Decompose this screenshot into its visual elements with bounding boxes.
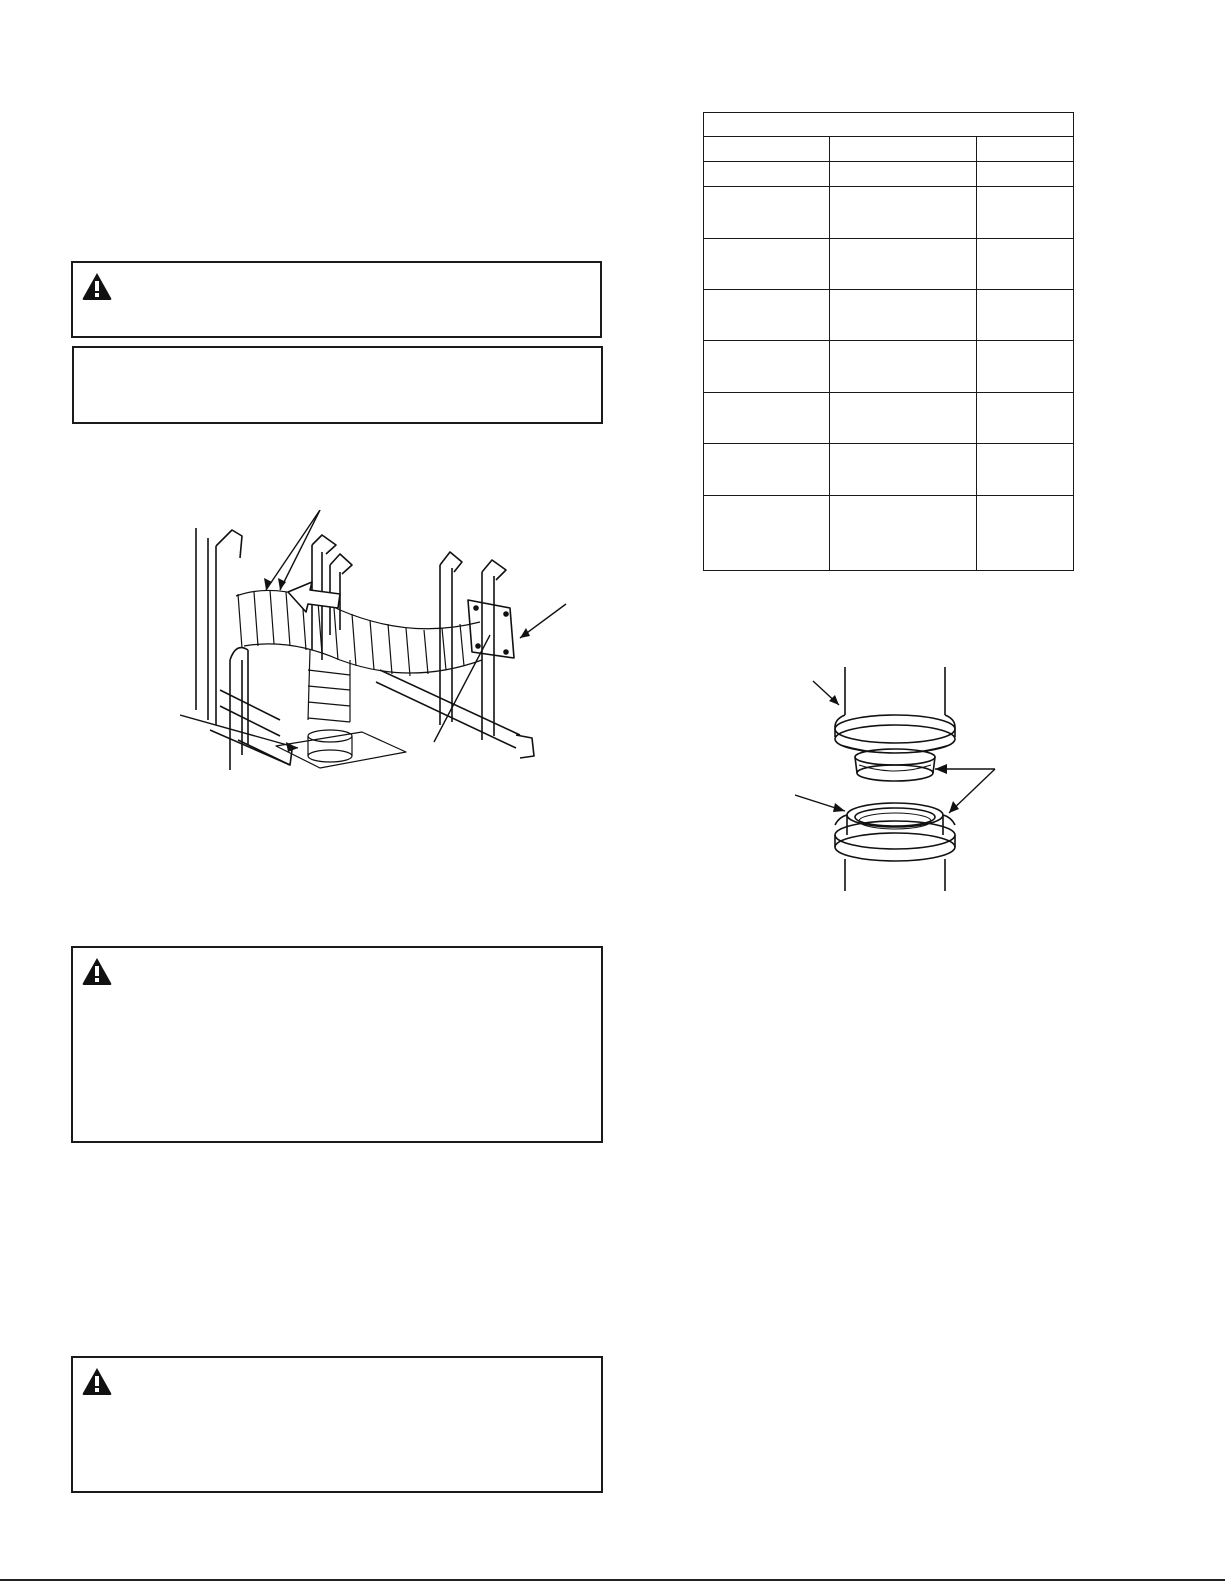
table-row bbox=[704, 496, 1074, 571]
table-cell bbox=[830, 496, 977, 571]
table-cell bbox=[830, 341, 977, 393]
table-title-row bbox=[704, 113, 1074, 137]
airflow-arrow bbox=[288, 582, 340, 612]
table-header-cell bbox=[977, 137, 1074, 162]
table-row bbox=[704, 290, 1074, 341]
table-cell bbox=[977, 393, 1074, 444]
warning-triangle-icon bbox=[81, 956, 113, 986]
upper-pipe bbox=[835, 667, 955, 753]
table-header-cell bbox=[704, 137, 830, 162]
table-cell bbox=[830, 444, 977, 496]
table-title-cell bbox=[704, 113, 1074, 137]
table-cell bbox=[977, 187, 1074, 239]
table-row bbox=[704, 239, 1074, 290]
leader-arrowheads bbox=[829, 695, 959, 813]
table-cell bbox=[977, 444, 1074, 496]
table-header-row bbox=[704, 137, 1074, 162]
left-stud-wall bbox=[196, 528, 292, 770]
right-studs bbox=[376, 552, 534, 758]
vent-pipe-figure bbox=[795, 665, 1015, 893]
warning-triangle-icon bbox=[81, 1366, 113, 1396]
table-cell bbox=[830, 187, 977, 239]
flexible-duct bbox=[236, 590, 482, 676]
lower-pipe bbox=[835, 803, 955, 891]
table-cell bbox=[977, 162, 1074, 187]
table-row bbox=[704, 341, 1074, 393]
table-row bbox=[704, 393, 1074, 444]
duct-branch-down bbox=[276, 650, 406, 768]
table-header-cell bbox=[830, 137, 977, 162]
warning-triangle-icon bbox=[81, 271, 113, 301]
table-cell bbox=[704, 341, 830, 393]
table-cell bbox=[830, 393, 977, 444]
table-cell bbox=[830, 239, 977, 290]
table-row bbox=[704, 187, 1074, 239]
table-cell bbox=[704, 290, 830, 341]
footer-rule bbox=[0, 1579, 1225, 1581]
table-cell bbox=[704, 496, 830, 571]
table-cell bbox=[830, 290, 977, 341]
table-cell bbox=[977, 341, 1074, 393]
table-cell bbox=[704, 187, 830, 239]
table-cell bbox=[830, 162, 977, 187]
table-cell bbox=[977, 496, 1074, 571]
table-cell bbox=[704, 239, 830, 290]
table-cell bbox=[977, 290, 1074, 341]
duct-installation-figure bbox=[180, 510, 580, 795]
table-cell bbox=[977, 239, 1074, 290]
warning-box-3 bbox=[71, 1356, 603, 1493]
table-row bbox=[704, 162, 1074, 187]
table-cell bbox=[704, 393, 830, 444]
leader-lines bbox=[795, 681, 995, 813]
table-row bbox=[704, 444, 1074, 496]
note-box bbox=[72, 346, 603, 424]
leader-lines bbox=[180, 510, 566, 748]
wall-vent-hood bbox=[468, 600, 514, 658]
table-cell bbox=[704, 162, 830, 187]
vent-table bbox=[703, 112, 1074, 571]
warning-box-1 bbox=[71, 261, 602, 338]
table-cell bbox=[704, 444, 830, 496]
warning-box-2 bbox=[71, 946, 603, 1143]
